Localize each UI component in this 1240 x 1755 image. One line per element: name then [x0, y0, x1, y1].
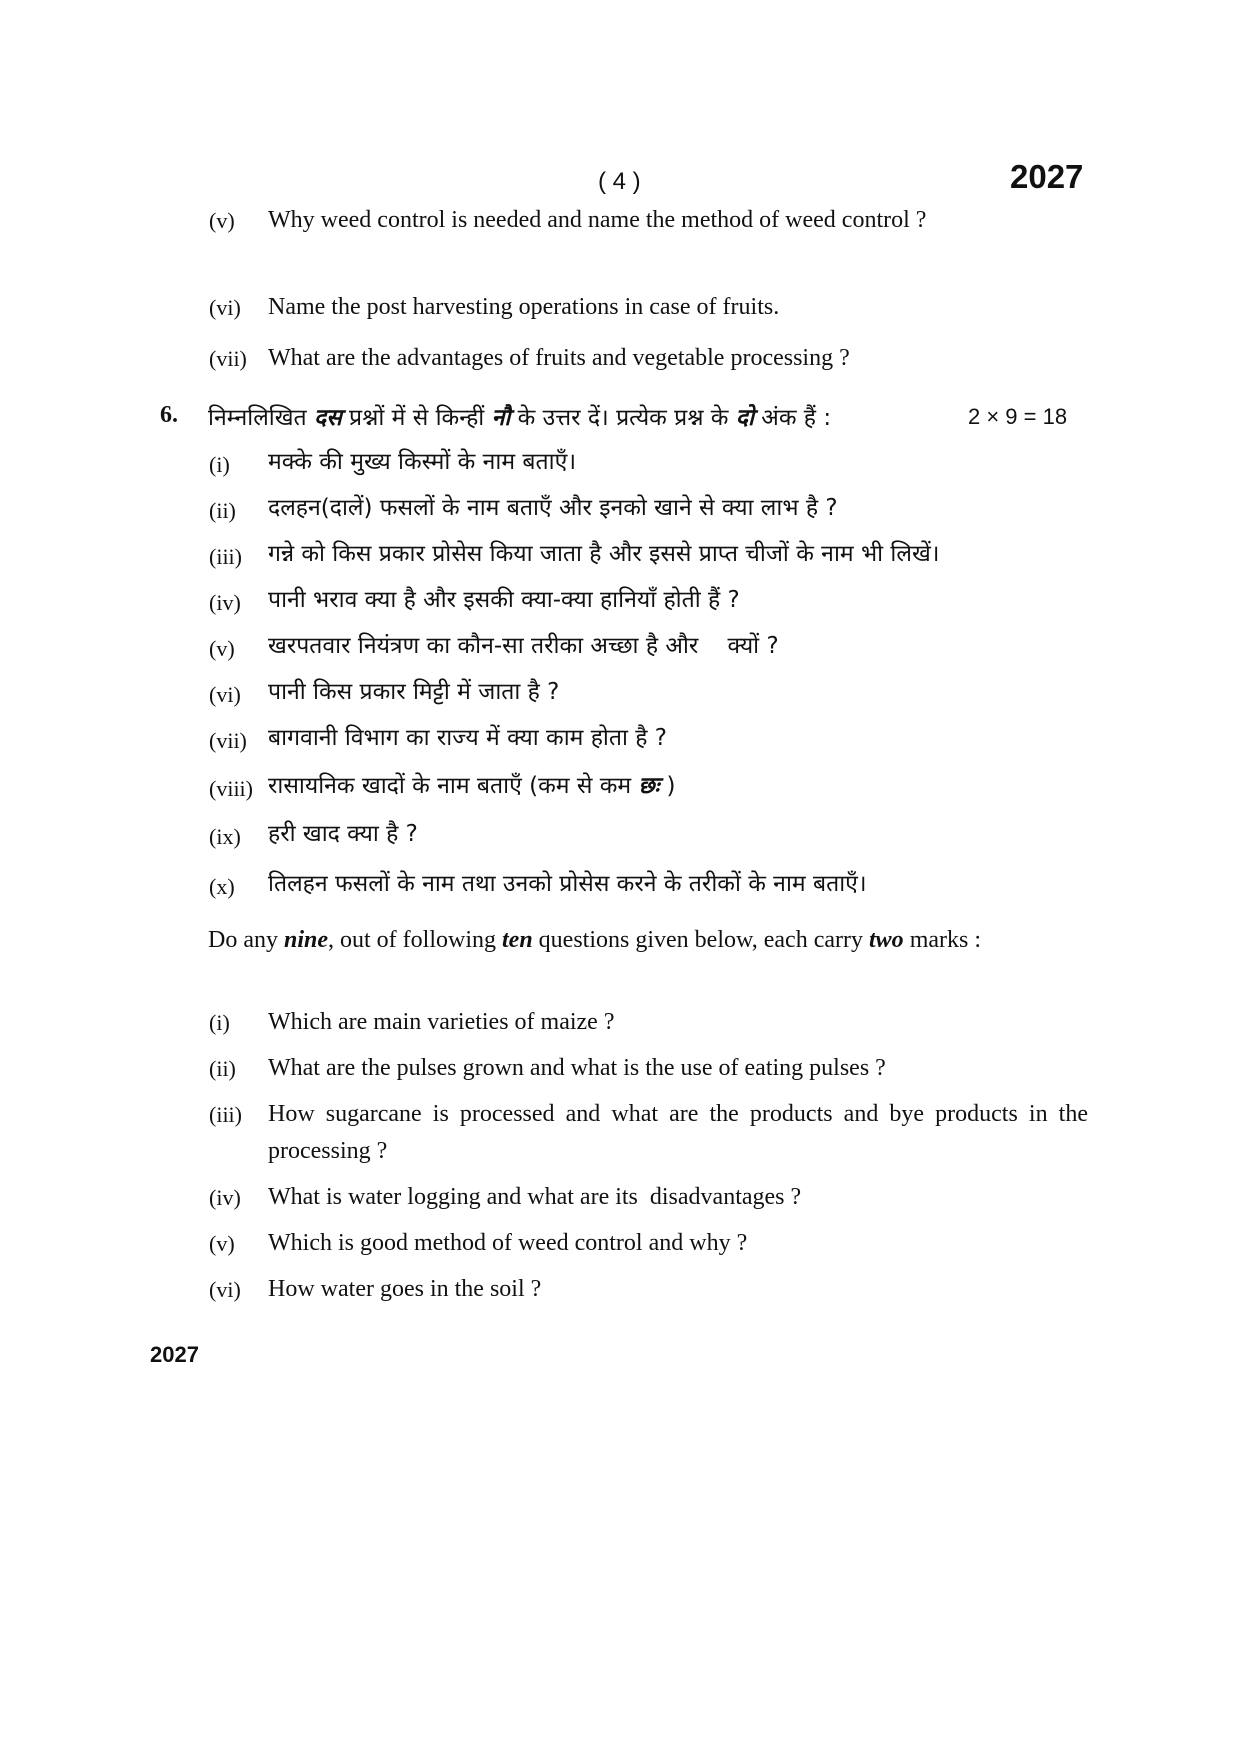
item-number: (v)	[209, 636, 235, 661]
item-number: (v)	[209, 1231, 235, 1256]
item-text: रासायनिक खादों के नाम बताएँ (कम से कम छः )	[268, 773, 676, 799]
item-number: (iv)	[209, 1185, 241, 1210]
item-number: (vi)	[209, 295, 241, 320]
question-instruction-hindi: निम्नलिखित दस प्रश्नों में से किन्हीं नौ के उत्तर दें। प्रत्येक प्रश्न के दो अंक हैं :	[208, 405, 832, 431]
item-text: दलहन(दालें) फसलों के नाम बताएँ और इनको खाने से क्या लाभ है ?	[268, 495, 838, 521]
item-number: (vi)	[209, 1277, 241, 1302]
item-text: What are the advantages of fruits and vegetable processing ?	[268, 345, 850, 371]
item-text: गन्ने को किस प्रकार प्रोसेस किया जाता है और इससे प्राप्त चीजों के नाम भी लिखें।	[268, 541, 940, 567]
question-marks: 2 × 9 = 18	[968, 404, 1068, 429]
item-number: (vii)	[209, 728, 247, 753]
item-text: पानी भराव क्या है और इसकी क्या-क्या हानियाँ होती हैं ?	[268, 587, 740, 613]
item-text: पानी किस प्रकार मिट्टी में जाता है ?	[268, 679, 560, 705]
item-number: (iii)	[209, 1102, 242, 1127]
item-number: (iv)	[209, 590, 241, 615]
item-text: मक्के की मुख्य किस्मों के नाम बताएँ।	[268, 449, 577, 475]
item-text: हरी खाद क्या है ?	[268, 821, 418, 847]
question-number: 6.	[160, 402, 178, 428]
item-text: Which are main varieties of maize ?	[268, 1009, 615, 1035]
item-number: (iii)	[209, 544, 242, 569]
item-number: (x)	[209, 874, 235, 899]
item-text: How sugarcane is processed and what are the products and bye products in the processing ?	[268, 1101, 1088, 1164]
question-instruction-english: Do any nine, out of following ten questions given below, each carry two marks :	[208, 927, 982, 953]
item-number: (i)	[209, 1010, 230, 1035]
item-text: Name the post harvesting operations in case of fruits.	[268, 294, 780, 320]
item-text: What are the pulses grown and what is the use of eating pulses ?	[268, 1055, 886, 1081]
item-number: (v)	[209, 208, 235, 233]
item-number: (i)	[209, 452, 230, 477]
item-number: (viii)	[209, 776, 253, 801]
item-number: (ix)	[209, 824, 241, 849]
item-text: Which is good method of weed control and why ?	[268, 1230, 748, 1256]
item-number: (ii)	[209, 498, 236, 523]
item-text: Why weed control is needed and name the method of weed control ?	[268, 207, 927, 233]
page-number: ( 4 )	[598, 168, 641, 195]
item-text: तिलहन फसलों के नाम तथा उनको प्रोसेस करने के तरीकों के नाम बताएँ।	[268, 871, 867, 897]
item-number: (ii)	[209, 1056, 236, 1081]
item-text: खरपतवार नियंत्रण का कौन-सा तरीका अच्छा है और क्यों ?	[268, 633, 779, 659]
item-number: (vi)	[209, 682, 241, 707]
paper-code-header: 2027	[1010, 158, 1084, 195]
paper-code-footer: 2027	[150, 1342, 199, 1367]
item-text: How water goes in the soil ?	[268, 1276, 542, 1302]
item-text: बागवानी विभाग का राज्य में क्या काम होता है ?	[268, 725, 667, 751]
item-text: What is water logging and what are its disadvantages ?	[268, 1184, 802, 1210]
item-number: (vii)	[209, 346, 247, 371]
